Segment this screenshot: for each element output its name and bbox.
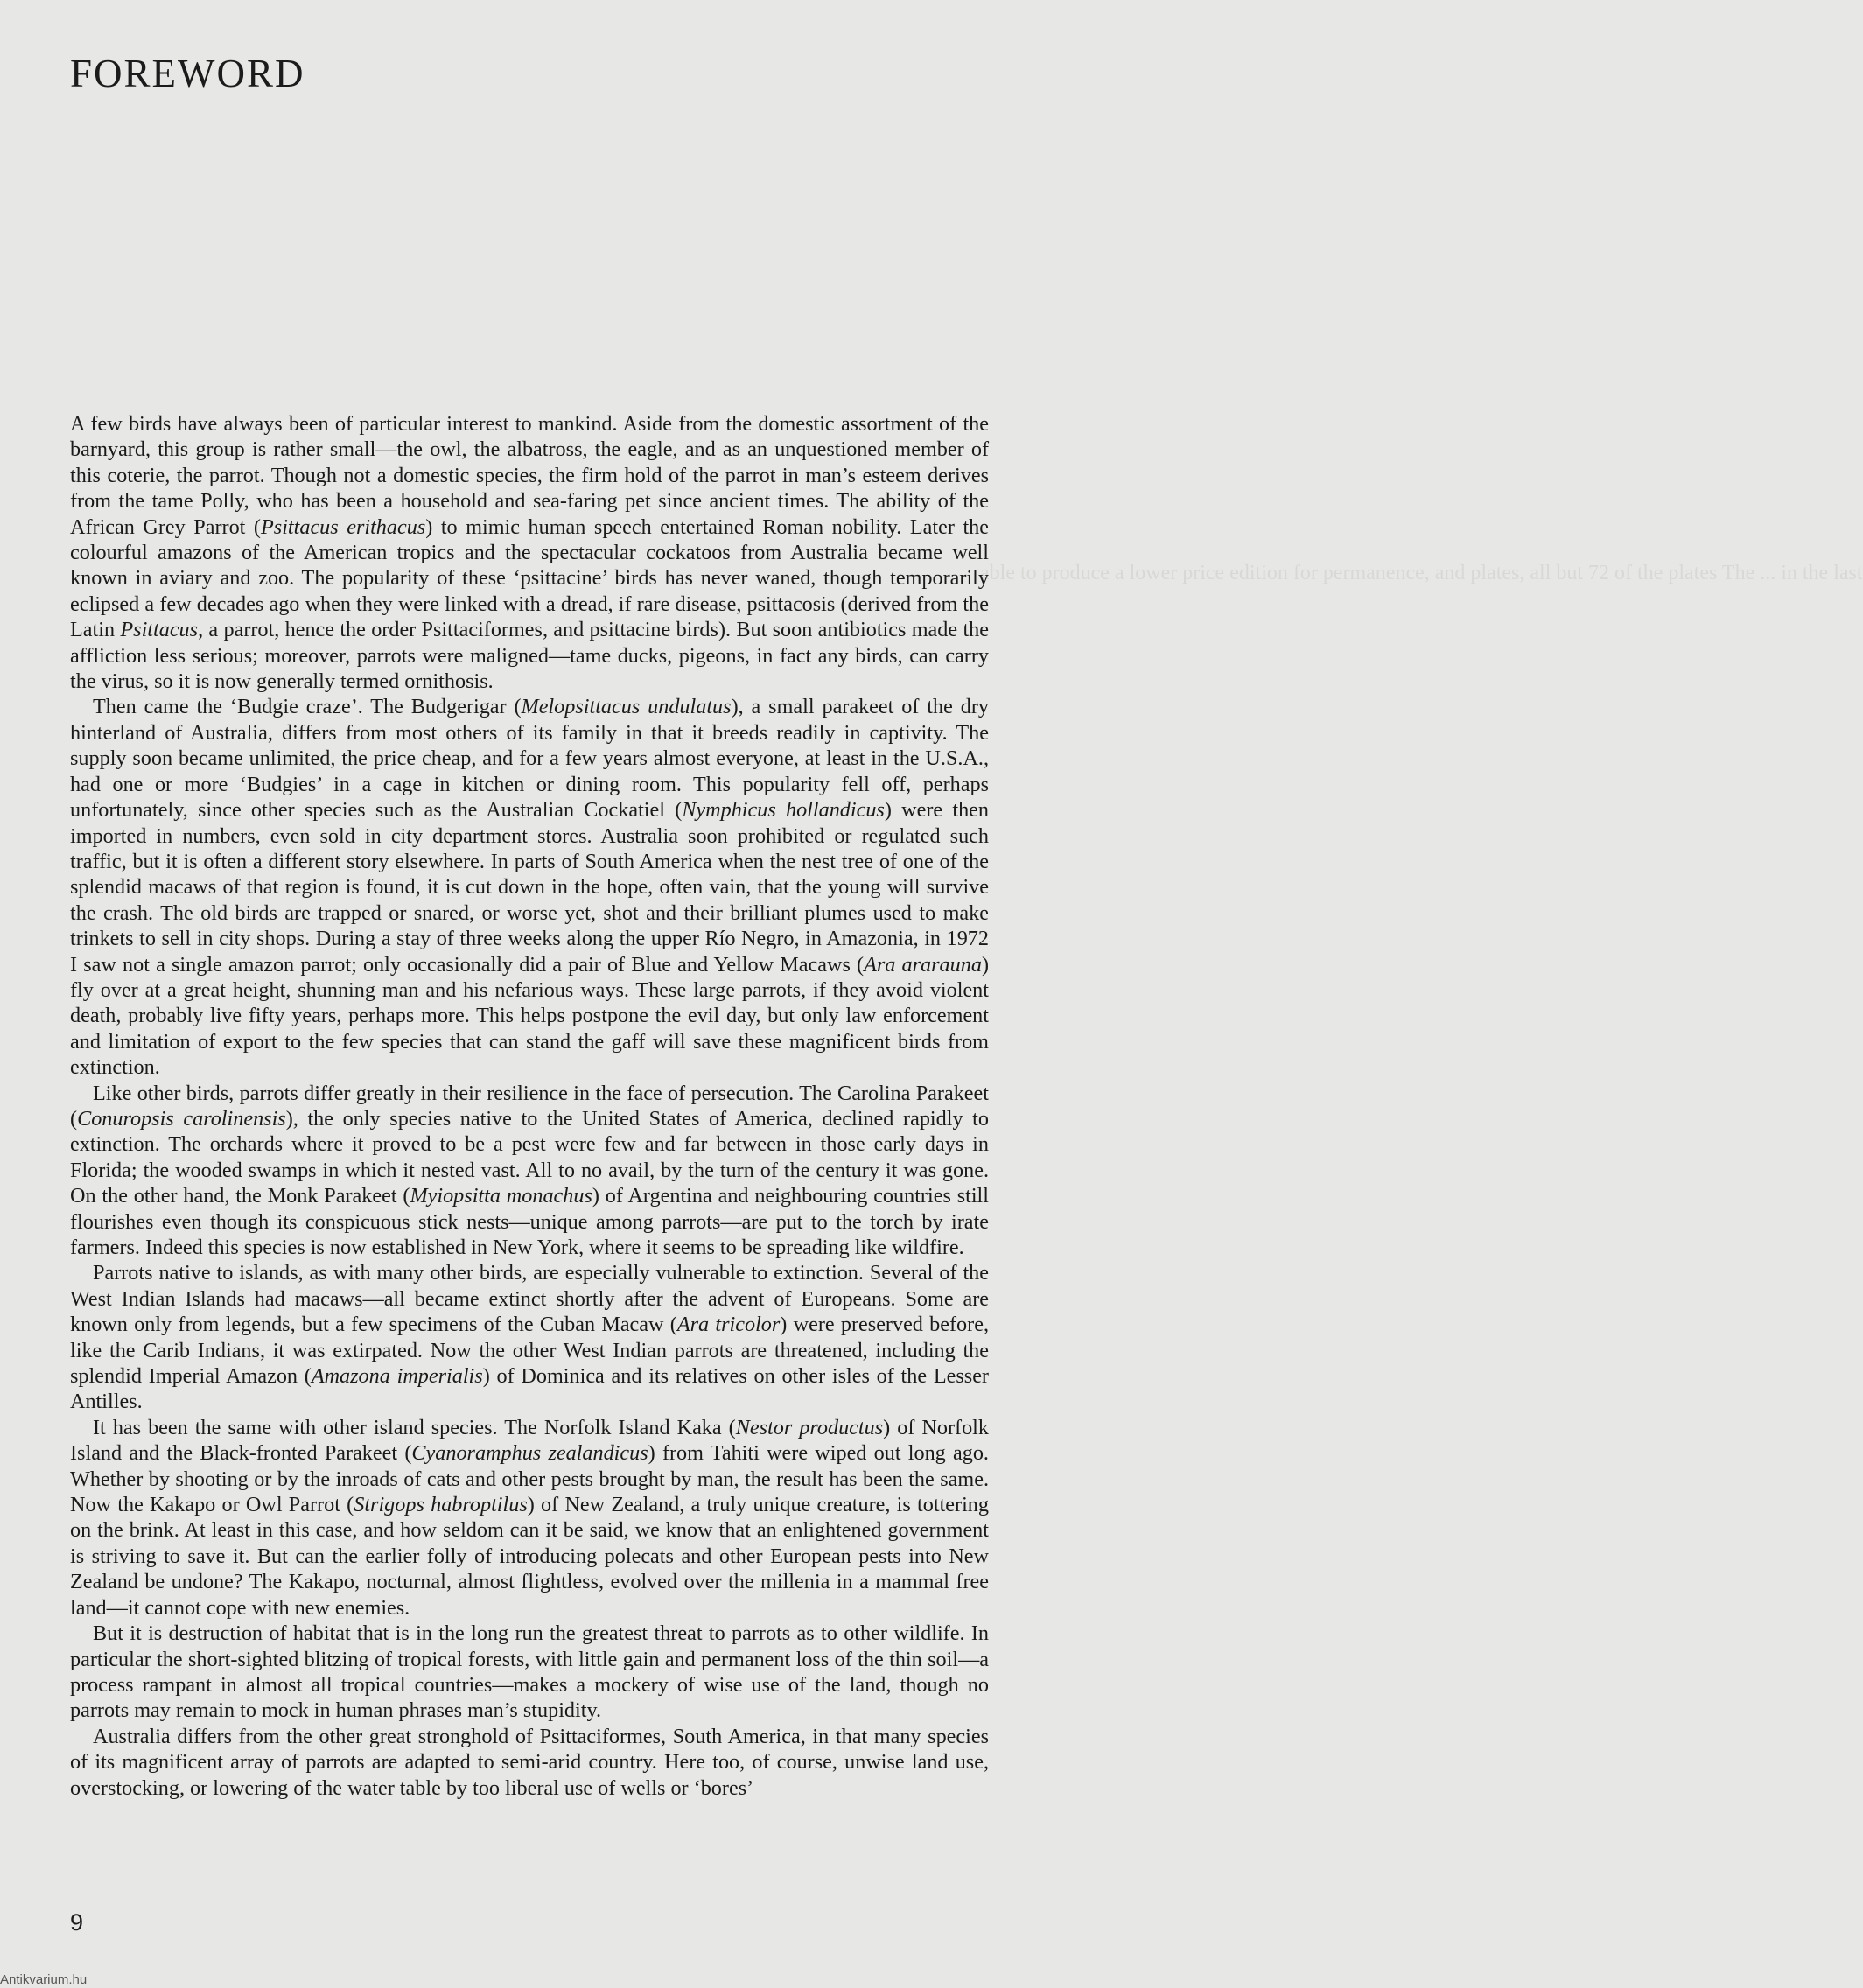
paragraph xyxy=(70,1415,989,1620)
text-run: It has been the same with other island species. The Norfolk Island Kaka ( xyxy=(93,1415,736,1439)
paragraph xyxy=(70,1081,989,1261)
paragraph xyxy=(70,694,989,1080)
species-name: Nestor productus xyxy=(735,1415,884,1439)
text-run: But it is destruction of habitat that is in the long run the greatest threat to parrots as to other wildlife. In particular the short-sighted blitzing of tropical forests, with little gain and permanent loss of the thin soil—a process rampant in almost all tropical countries—makes a mockery of wise use of the land, though no parrots may remain to mock in human phrases man’s stupidity. xyxy=(70,1621,989,1723)
text-run: ), the only species native to the United States of America, declined rapidly to extinction. The orchards where it proved to be a pest were few and far between in those early days in Florida; the wooded swamps in which it nested vast. All to no avail, by the turn of the century it was gone. On the other hand, the Monk Parakeet ( xyxy=(70,1106,989,1208)
text-run: ) of Norfolk Island and the Black-fronted Parakeet ( xyxy=(70,1415,989,1466)
text-run: Like other birds, parrots differ greatly in their resilience in the face of persecution. The Carolina Parakeet ( xyxy=(70,1081,989,1130)
species-name: Nymphicus hollandicus xyxy=(682,798,885,822)
text-run: ) to mimic human speech entertained Roman nobility. Later the colourful amazons of the American tropics and the spectacular cockatoos from Australia became well known in aviary and zoo. The popularity of these ‘psittacine’ birds has never waned, though temporarily eclipsed a few decades ago when they were linked with a dread, if rare disease, psittacosis (derived from the Latin xyxy=(70,514,990,642)
species-name: Ara tricolor xyxy=(676,1312,781,1337)
text-run: ), a small parakeet of the dry hinterland of Australia, differs from most others of its family in that it breeds readily in captivity. The supply soon became unlimited, the price cheap, and for a few years almost everyone, at least in the U.S.A., had one or more ‘Budgies’ in a cage in kitchen or dining room. This popularity fell off, perhaps unfortunately, since other species such as the Australian Cockatiel ( xyxy=(70,695,989,822)
text-run: ) of Argentina and neighbouring countries still flourishes even though its conspicuous stick nests—unique among parrots—are put to the torch by irate farmers. Indeed this species is now established in New York, where it seems to be spreading like wildfire. xyxy=(70,1184,989,1259)
species-name: Strigops habroptilus xyxy=(354,1493,528,1517)
species-name: Psittacus xyxy=(120,618,199,642)
species-name: Cyanoramphus zealandicus xyxy=(411,1441,648,1466)
text-run: ) were then imported in numbers, even sold in city department stores. Australia soon prohibited or regulated such traffic, but it is often a different story elsewhere. In parts of South America when the nest tree of one of the splendid macaws of that region is found, it is cut down in the hope, often vain, that the young will survive the crash. The old birds are trapped or snared, or worse yet, shot and their brilliant plumes used to make trinkets to sell in city shops. During a stay of three weeks along the upper Río Negro, in Amazonia, in 1972 I saw not a single amazon parrot; only occasionally did a pair of Blue and Yellow Macaws ( xyxy=(70,798,990,976)
text-run: Parrots native to islands, as with many other birds, are especially vulnerable to extinction. Several of the West Indian Islands had macaws—all became extinct shortly after the advent of Europeans. Some are known only from legends, but a few specimens of the Cuban Macaw ( xyxy=(70,1261,989,1337)
paragraph xyxy=(70,1260,989,1414)
text-run: ) from Tahiti were wiped out long ago. Whether by shooting or by the inroads of cats and other pests brought by man, the result has been the same. Now the Kakapo or Owl Parrot ( xyxy=(70,1441,989,1517)
species-name: Amazona imperialis xyxy=(311,1364,483,1389)
text-run: , a parrot, hence the order Psittaciformes, and psittacine birds). But soon antibiotics made the affliction less serious; moreover, parrots were maligned—tame ducks, pigeons, in fact any birds, can carry the virus, so it is now generally termed ornithosis. xyxy=(70,618,989,694)
text-run: Australia differs from the other great stronghold of Psittaciformes, South America, in that many species of its magnificent array of parrots are adapted to semi-arid country. Here too, of course, unwise land use, overstocking, or lowering of the water table by too liberal use of wells or ‘bores’ xyxy=(70,1724,989,1800)
text-run: Then came the ‘Budgie craze’. The Budgerigar ( xyxy=(93,695,522,719)
text-run: ) were preserved before, like the Carib Indians, it was extirpated. Now the other West Indian parrots are threatened, including the splendid Imperial Amazon ( xyxy=(70,1312,989,1389)
text-run: ) of Dominica and its relatives on other isles of the Lesser Antilles. xyxy=(70,1364,989,1414)
page-title: FOREWORD xyxy=(70,52,305,95)
watermark: Antikvarium.hu xyxy=(0,1972,88,1987)
text-run: A few birds have always been of particular interest to mankind. Aside from the domestic assortment of the barnyard, this group is rather small—the owl, the albatross, the eagle, and as an unquestioned member of this coterie, the parrot. Though not a domestic species, the firm hold of the parrot in man’s esteem derives from the tame Polly, who has been a household and sea-faring pet since ancient times. The ability of the African Grey Parrot ( xyxy=(70,412,989,539)
paragraph xyxy=(70,411,989,694)
species-name: Myiopsitta monachus xyxy=(410,1184,592,1208)
species-name: Conuropsis carolinensis xyxy=(77,1106,286,1130)
paragraph xyxy=(70,1620,989,1724)
text-run: ) fly over at a great height, shunning man and his nefarious ways. These large parrots, if they avoid violent death, probably live fifty years, perhaps more. This helps postpone the evil day, but only law enforcement and limitation of export to the few species that can stand the gaff will save these magnificent birds from extinction. xyxy=(70,952,989,1080)
bleed-through-text: able to produce a lower price edition for permanence, and plates, all but 72 of the plates The ... in the last xyxy=(980,562,1863,584)
species-name: Psittacus erithacus xyxy=(261,514,426,539)
page-number: 9 xyxy=(70,1909,84,1936)
species-name: Ara ararauna xyxy=(864,952,982,976)
text-run: ) of New Zealand, a truly unique creature, is tottering on the brink. At least in this case, and how seldom can it be said, we know that an enlightened government is striving to save it. But can the earlier folly of introducing polecats and other European pests into New Zealand be undone? The Kakapo, nocturnal, almost flightless, evolved over the millenia in a mammal free land—it cannot cope with new enemies. xyxy=(70,1493,989,1620)
foreword-body xyxy=(70,411,989,1801)
species-name: Melopsittacus undulatus xyxy=(521,695,732,719)
paragraph xyxy=(70,1724,989,1801)
